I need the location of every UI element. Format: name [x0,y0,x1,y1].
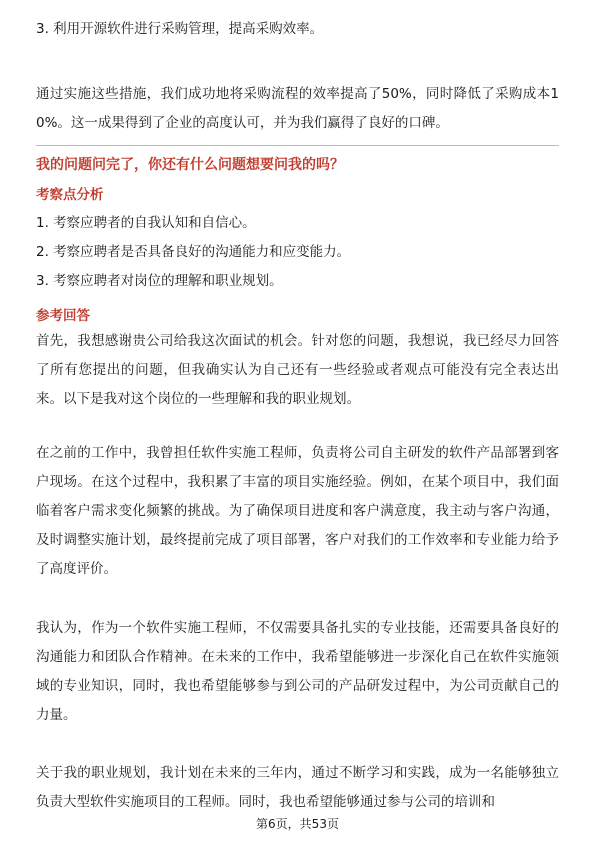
result-paragraph-block [36,80,559,138]
answer-paragraph-1-block [36,327,559,414]
analysis-point-1: 1. 考察应聘者的自我认知和自信心。 [36,215,256,231]
answer-paragraph-3: 我认为，作为一个软件实施工程师，不仅需要具备扎实的专业技能，还需要具备良好的沟通能力和团队合作精神。在未来的工作中，我希望能够进一步深化自己在软件实施领域的专业知识，同时，我也希望能够参与到公司的产品研发过程中，为公司贡献自己的力量。 [36,620,559,723]
answer-paragraph-2: 在之前的工作中，我曾担任软件实施工程师，负责将公司自主研发的软件产品部署到客户现场。在这个过程中，我积累了丰富的项目实施经验。例如，在某个项目中，我们面临着客户需求变化频繁的挑战。为了确保项目进度和客户满意度，我主动与客户沟通，及时调整实施计划，最终提前完成了项目部署，客户对我们的工作效率和专业能力给予了高度评价。 [36,445,559,577]
answer-paragraph-4: 关于我的职业规划，我计划在未来的三年内，通过不断学习和实践，成为一名能够独立负责大型软件实施项目的工程师。同时，我也希望能够通过参与公司的培训和 [36,765,559,810]
list-item-purchase: 3. 利用开源软件进行采购管理，提高采购效率。 [36,21,324,37]
result-paragraph: 通过实施这些措施，我们成功地将采购流程的效率提高了50%，同时降低了采购成本10%。这一成果得到了企业的高度认可，并为我们赢得了良好的口碑。 [36,86,559,131]
answer-paragraph-3-block [36,614,559,730]
interview-question: 我的问题问完了，你还有什么问题想要问我的吗？ [36,157,344,173]
answer-paragraph-4-block [36,759,559,817]
page-number: 第6页，共53页 [256,817,339,831]
analysis-heading: 考察点分析 [36,187,104,203]
answer-paragraph-1: 首先，我想感谢贵公司给我这次面试的机会。针对您的问题，我想说，我已经尽力回答了所有您提出的问题，但我确实认为自己还有一些经验或者观点可能没有完全表达出来。以下是我对这个岗位的一些理解和我的职业规划。 [36,333,559,407]
reference-heading: 参考回答 [36,308,90,324]
analysis-point-2: 2. 考察应聘者是否具备良好的沟通能力和应变能力。 [36,244,351,260]
answer-paragraph-2-block [36,439,559,584]
analysis-point-3: 3. 考察应聘者对岗位的理解和职业规划。 [36,273,283,289]
section-divider [36,145,559,146]
